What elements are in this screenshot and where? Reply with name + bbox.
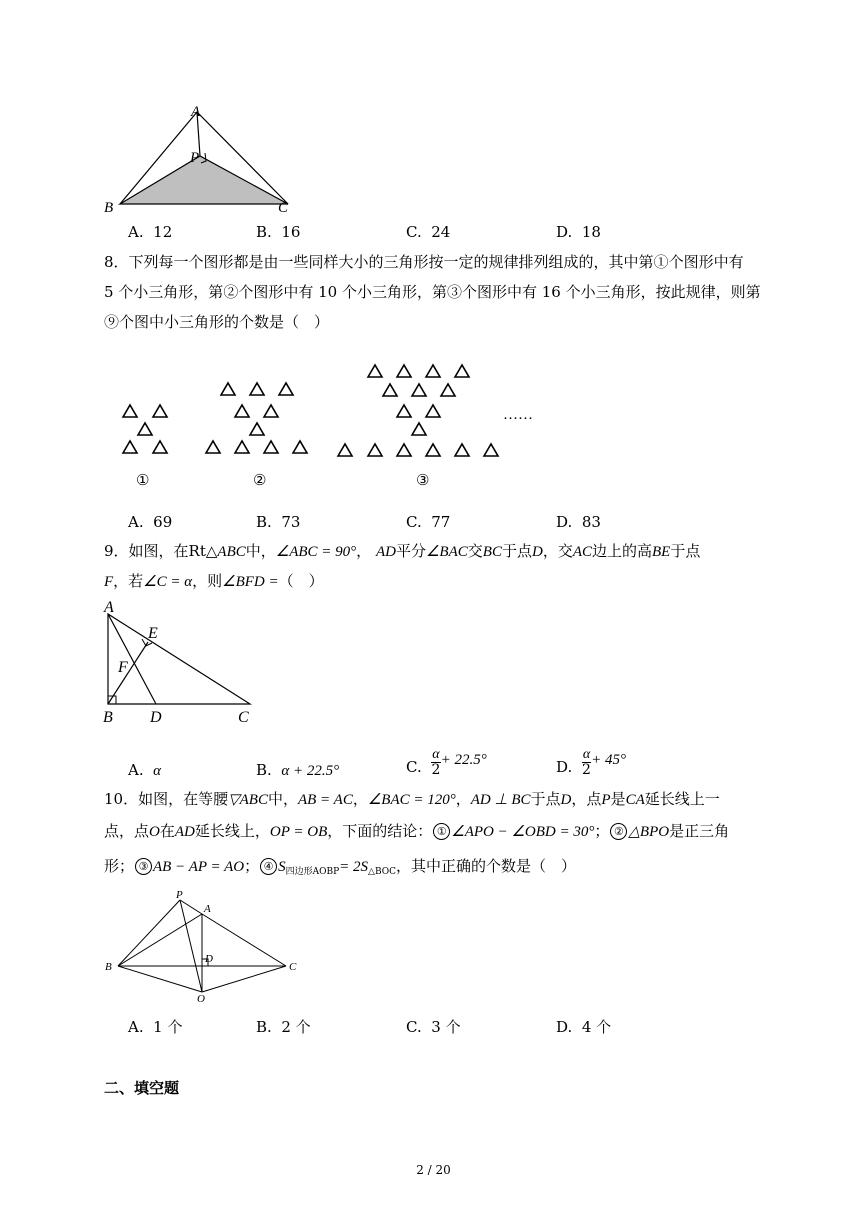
q8-line2: 5 个小三角形，第②个图形中有 10 个小三角形，第③个图形中有 16 个小三角形，按此规律，则第: [104, 283, 761, 301]
q8-figure-label-2: ②: [253, 473, 267, 489]
small-triangle: [338, 444, 352, 456]
fig7-label-p: P: [190, 150, 200, 166]
small-triangle: [455, 444, 469, 456]
small-triangle: [412, 384, 426, 396]
q7-option-b: B. 16: [256, 223, 301, 241]
small-triangle: [221, 383, 235, 395]
fig7-label-b: B: [104, 200, 114, 216]
small-triangle: [455, 365, 469, 377]
q7-option-a: A. 12: [128, 223, 173, 241]
small-triangle: [412, 423, 426, 435]
small-triangle: [123, 405, 137, 417]
small-triangle: [264, 405, 278, 417]
q10-option-c: C. 3 个: [406, 1018, 461, 1036]
small-triangle: [383, 384, 397, 396]
fig10-label-o: O: [197, 993, 205, 1005]
fig10-label-a: A: [204, 903, 211, 915]
small-triangle: [138, 423, 152, 435]
q10-line1: 10．如图，在等腰▽ABC中，AB = AC，∠BAC = 120°，AD ⊥ BC于点D，点P是CA延长线上一: [104, 790, 720, 808]
q10-option-a: A. 1 个: [128, 1018, 183, 1036]
fig10-label-p: P: [176, 889, 183, 901]
fig10-label-c: C: [289, 961, 297, 973]
page-number: 2 / 20: [416, 1163, 451, 1177]
small-triangle: [426, 365, 440, 377]
small-triangle: [250, 423, 264, 435]
q8-option-b: B. 73: [256, 513, 301, 531]
small-triangle: [441, 384, 455, 396]
q9-figure: [100, 598, 270, 728]
q9-line2: F，若∠C = α，则∠BFD =（ ）: [104, 572, 324, 590]
small-triangle: [250, 383, 264, 395]
fig9-label-b: B: [103, 709, 113, 726]
q8-ellipsis: ……: [503, 407, 533, 423]
small-triangle: [426, 405, 440, 417]
small-triangle: [368, 365, 382, 377]
small-triangle: [153, 441, 167, 453]
q7-option-c: C. 24: [406, 223, 451, 241]
q10-option-d: D. 4 个: [556, 1018, 612, 1036]
q7-option-d: D. 18: [556, 223, 601, 241]
q8-option-c: C. 77: [406, 513, 451, 531]
fig7-label-c: C: [278, 200, 289, 216]
q9-option-a: A. α: [128, 761, 162, 779]
q10-line2: 点，点O在AD延长线上，OP = OB，下面的结论： ① ∠APO − ∠OBD = 30°； ② △BPO是正三角: [104, 822, 730, 840]
q8-pattern-figure: [110, 355, 550, 495]
small-triangle: [235, 405, 249, 417]
q8-figure-label-1: ①: [136, 473, 150, 489]
small-triangle: [397, 365, 411, 377]
fig10-label-d: D: [205, 953, 213, 965]
q10-option-b: B. 2 个: [256, 1018, 311, 1036]
q8-option-d: D. 83: [556, 513, 601, 531]
small-triangle: [397, 444, 411, 456]
small-triangle: [426, 444, 440, 456]
fig9-label-a: A: [104, 599, 114, 616]
small-triangle: [206, 441, 220, 453]
q9-option-c: C. $\frac{\alpha}{2}$ + 22.5°: [406, 747, 487, 778]
fig9-label-f: F: [118, 659, 128, 676]
small-triangle: [279, 383, 293, 395]
small-triangle: [293, 441, 307, 453]
small-triangle: [264, 441, 278, 453]
fig9-label-d: D: [150, 709, 162, 726]
fig9-label-e: E: [148, 625, 158, 642]
q8-option-a: A. 69: [128, 513, 173, 531]
fig10-label-b: B: [105, 961, 112, 973]
fig7-label-a: A: [191, 104, 201, 120]
small-triangle: [368, 444, 382, 456]
q9-line1: 9．如图，在Rt△ABC中，∠ABC = 90°， AD平分∠BAC交BC于点D，交AC边上的高BE于点: [104, 542, 701, 560]
q8-figure-label-3: ③: [416, 473, 430, 489]
q9-option-b: B. α + 22.5°: [256, 761, 340, 779]
q10-figure: [100, 886, 310, 1006]
q9-option-d: D. $\frac{\alpha}{2}$ + 45°: [556, 747, 627, 778]
small-triangle: [397, 405, 411, 417]
small-triangle: [153, 405, 167, 417]
section-heading: 二、填空题: [104, 1079, 180, 1097]
small-triangle: [235, 441, 249, 453]
q7-figure: [100, 100, 300, 218]
small-triangle: [123, 441, 137, 453]
q8-line1: 8．下列每一个图形都是由一些同样大小的三角形按一定的规律排列组成的，其中第①个图形中有: [104, 253, 744, 271]
small-triangle: [484, 444, 498, 456]
fig9-label-c: C: [238, 709, 249, 726]
q8-line3: ⑨个图中小三角形的个数是（ ）: [104, 313, 330, 331]
q10-line3: 形； ③ AB − AP = AO； ④ $S_{四边形AOBP}= 2S_{\triangle BOC}$，其中正确的个数是（ ）: [104, 857, 577, 877]
